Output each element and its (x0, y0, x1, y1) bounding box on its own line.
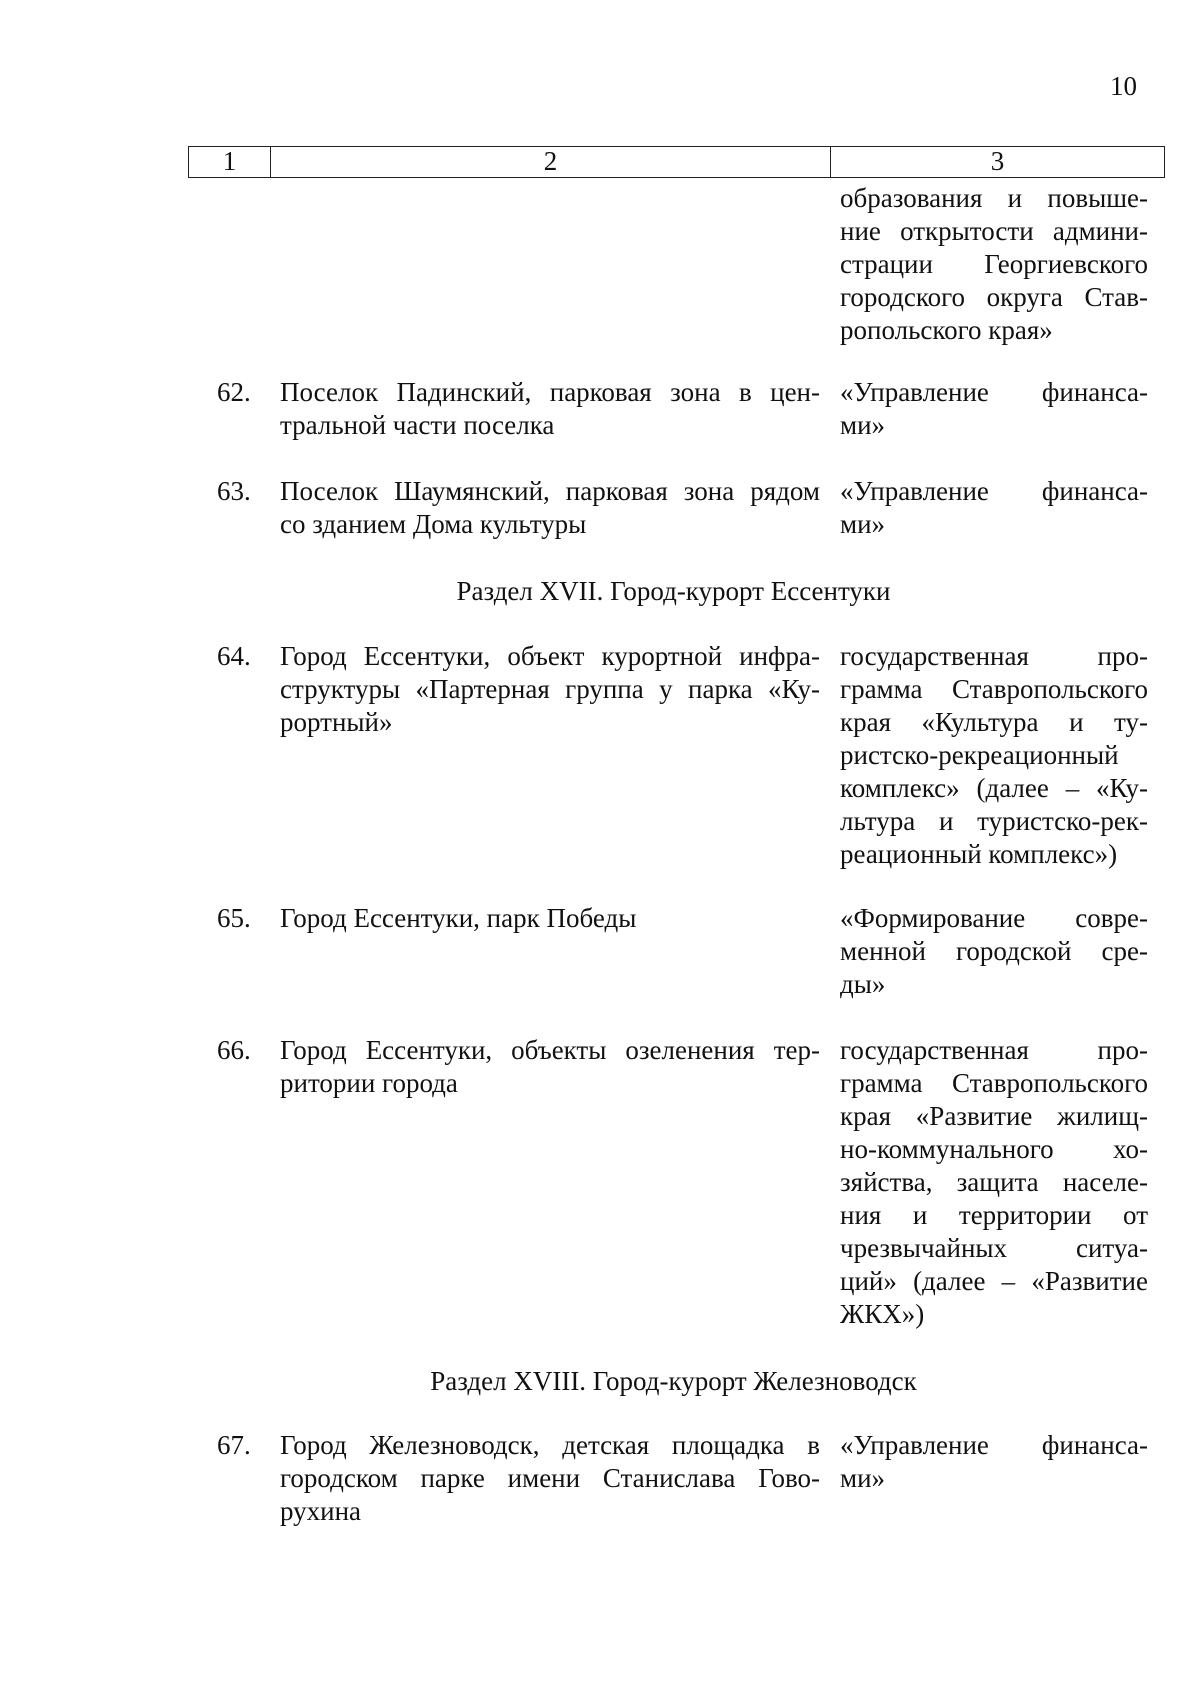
location-line: Город Ессентуки, парк Победы (280, 903, 637, 933)
program-line: края «Развитие жилищ- (840, 1101, 1148, 1131)
row-program (840, 640, 1148, 871)
location-line: ритории города (280, 1068, 458, 1098)
header-col-3: 3 (990, 146, 1005, 176)
program-line: государственная про- (840, 1035, 1148, 1065)
program-line: грамма Ставропольского (840, 1068, 1148, 1098)
continuation-line: образования и повыше- (840, 183, 1148, 213)
continuation-line: страции Георгиевского (840, 249, 1148, 279)
program-line: зяйства, защита населе- (840, 1167, 1148, 1197)
section-title: Раздел XVIII. Город-курорт Железноводск (430, 1366, 917, 1396)
location-line: городском парке имени Станислава Гово- (280, 1463, 820, 1493)
location-line: рортный» (280, 707, 393, 737)
program-line: комплекс» (далее – «Ку- (840, 773, 1148, 803)
row-program (840, 376, 1148, 442)
header-col-2: 2 (271, 147, 831, 177)
continuation-line: ние открытости админи- (840, 216, 1148, 246)
section-title: Раздел XVII. Город-курорт Ессентуки (456, 576, 891, 606)
location-line: со зданием Дома культуры (280, 509, 587, 539)
program-line: но-коммунального хо- (840, 1134, 1148, 1164)
program-line: чрезвычайных ситуа- (840, 1233, 1148, 1263)
location-line: структуры «Партерная группа у парка «Ку- (280, 674, 820, 704)
continuation-line: городского округа Став- (840, 282, 1148, 312)
program-line: «Управление финанса- (840, 476, 1148, 506)
program-line: «Управление финанса- (840, 1430, 1148, 1460)
row-number: 67. (217, 1430, 251, 1460)
location-line: Город Железноводск, детская площадка в (280, 1430, 820, 1460)
program-line: ЖКХ») (840, 1299, 925, 1329)
program-line: льтура и туристско-рек- (840, 806, 1148, 836)
location-line: Поселок Шаумянский, парковая зона рядом (280, 476, 820, 506)
location-line: тральной части поселка (280, 410, 555, 440)
header-col-1: 1 (189, 147, 271, 177)
row-location (280, 475, 820, 541)
continuation-cell (840, 182, 1148, 347)
program-line: ций» (далее – «Развитие (840, 1266, 1148, 1296)
program-line: грамма Ставропольского (840, 674, 1148, 704)
program-line: ния и территории от (840, 1200, 1148, 1230)
table-header (188, 146, 1165, 178)
row-number: 62. (217, 377, 251, 407)
row-program (840, 1034, 1148, 1331)
row-program (840, 1429, 1148, 1495)
row-location (280, 1034, 820, 1100)
location-line: Город Ессентуки, объект курортной инфра- (280, 641, 820, 671)
row-location (280, 902, 820, 935)
program-line: менной городской сре- (840, 936, 1148, 966)
program-line: ми» (840, 1463, 886, 1493)
location-line: Город Ессентуки, объекты озеленения тер- (280, 1035, 820, 1065)
program-line: государственная про- (840, 641, 1148, 671)
location-line: рухина (280, 1496, 362, 1526)
row-program (840, 902, 1148, 1001)
program-line: ми» (840, 509, 886, 539)
row-location (280, 640, 820, 739)
program-line: ды» (840, 969, 886, 999)
row-number: 66. (217, 1035, 251, 1065)
program-line: края «Культура и ту- (840, 707, 1148, 737)
row-program (840, 475, 1148, 541)
continuation-line: ропольского края» (840, 315, 1053, 345)
row-number: 64. (217, 641, 251, 671)
program-line: «Управление финанса- (840, 377, 1148, 407)
program-line: реационный комплекс») (840, 839, 1118, 869)
row-location (280, 1429, 820, 1528)
program-line: ми» (840, 410, 886, 440)
row-number: 63. (217, 476, 251, 506)
program-line: ристско-рекреационный (840, 740, 1119, 770)
page-number: 10 (1110, 71, 1137, 101)
location-line: Поселок Падинский, парковая зона в цен- (280, 377, 820, 407)
row-number: 65. (217, 903, 251, 933)
program-line: «Формирование совре- (840, 903, 1148, 933)
row-location (280, 376, 820, 442)
